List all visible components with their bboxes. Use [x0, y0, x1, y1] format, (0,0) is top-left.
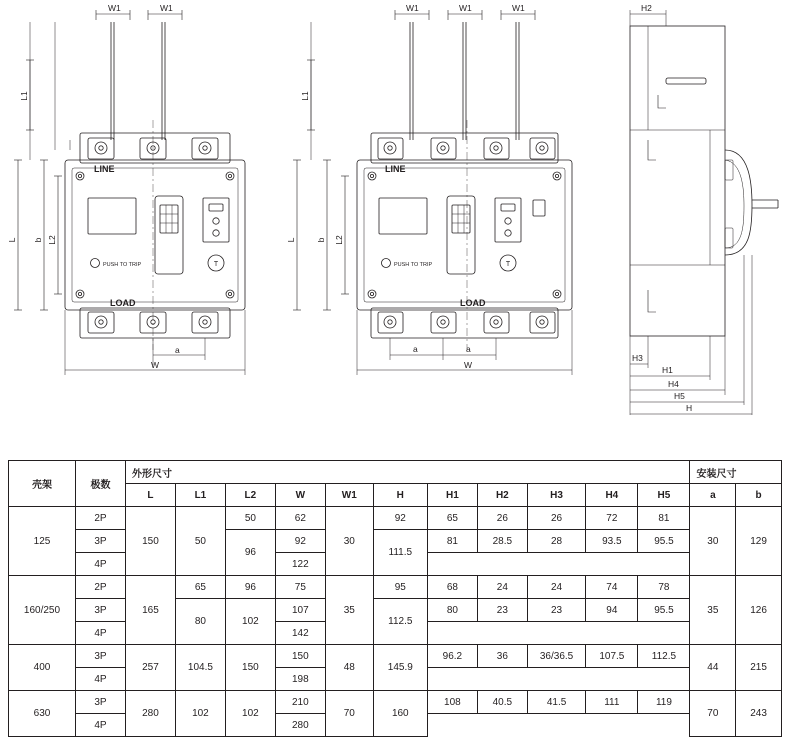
cell-b: 129	[736, 507, 782, 576]
cell-l2: 96	[225, 576, 275, 599]
dim-label-l1-3p: L1	[19, 91, 29, 101]
cell-b: 126	[736, 576, 782, 645]
cell-h4: 94	[586, 599, 638, 622]
cell-w1: 48	[325, 645, 373, 691]
dim-label-w1-4p-1: W1	[406, 3, 419, 13]
cell-w: 122	[275, 553, 325, 576]
cell-h2: 23	[477, 599, 527, 622]
cell-l: 280	[125, 691, 175, 737]
cell-h5: 78	[638, 576, 690, 599]
header-col-W: W	[275, 484, 325, 507]
dim-label-w-3p: W	[151, 360, 160, 370]
cell-frame: 400	[9, 645, 76, 691]
cell-poles: 3P	[75, 691, 125, 714]
cell-h3: 23	[527, 599, 585, 622]
cell-h1: 96.2	[427, 645, 477, 668]
dim-label-l2-3p: L2	[47, 235, 57, 245]
header-frame: 壳架	[9, 461, 76, 507]
dim-label-h2-side: H2	[641, 3, 652, 13]
table-row	[9, 691, 782, 714]
dim-label-l-3p: L	[7, 237, 17, 243]
cell-a: 35	[690, 576, 736, 645]
cell-h3: 41.5	[527, 691, 585, 714]
cell-l1: 104.5	[175, 645, 225, 691]
cell-h: 92	[373, 507, 427, 530]
cell-poles: 4P	[75, 622, 125, 645]
cell-poles: 3P	[75, 530, 125, 553]
label-push-to-trip-4p: PUSH TO TRIP	[394, 262, 433, 268]
table-header-row-1	[9, 461, 782, 484]
cell-h5: 81	[638, 507, 690, 530]
dim-label-h-side: H	[686, 403, 693, 413]
cell-a: 70	[690, 691, 736, 737]
table-row	[9, 576, 782, 599]
cell-poles: 4P	[75, 714, 125, 737]
cell-h2: 40.5	[477, 691, 527, 714]
label-load-4p: LOAD	[460, 298, 486, 308]
header-mount-group: 安装尺寸	[690, 461, 782, 484]
cell-w1: 70	[325, 691, 373, 737]
cell-b: 215	[736, 645, 782, 691]
header-col-W1: W1	[325, 484, 373, 507]
cell-h: 95	[373, 576, 427, 599]
cell-h2: 36	[477, 645, 527, 668]
front-view-3p-drawing	[0, 0, 300, 440]
label-test-button-3p: T	[213, 261, 219, 268]
cell-h2: 26	[477, 507, 527, 530]
label-line-3p: LINE	[94, 164, 115, 174]
dim-label-h1-side: H1	[662, 365, 673, 375]
dim-label-w1-3p-left: W1	[108, 3, 121, 13]
cell-h3: 26	[527, 507, 585, 530]
label-load-3p: LOAD	[110, 298, 136, 308]
dim-label-b-4p: b	[316, 237, 326, 243]
cell-w: 62	[275, 507, 325, 530]
header-col-L1: L1	[175, 484, 225, 507]
dimensions-table	[8, 460, 782, 737]
dim-label-a-4p-1: a	[413, 344, 418, 354]
cell-h: 160	[373, 691, 427, 737]
cell-w: 198	[275, 668, 325, 691]
table-body	[9, 507, 782, 737]
header-col-H1: H1	[427, 484, 477, 507]
cell-poles: 4P	[75, 553, 125, 576]
cell-poles: 2P	[75, 507, 125, 530]
cell-h5: 112.5	[638, 645, 690, 668]
cell-h5: 95.5	[638, 530, 690, 553]
dim-label-w1-4p-3: W1	[512, 3, 525, 13]
dim-label-l2-4p: L2	[334, 235, 344, 245]
header-col-H4: H4	[586, 484, 638, 507]
cell-h5: 95.5	[638, 599, 690, 622]
header-poles: 极数	[75, 461, 125, 507]
table-row	[9, 645, 782, 668]
table-row	[9, 507, 782, 530]
cell-w1: 35	[325, 576, 373, 645]
table-row	[9, 530, 782, 553]
front-view-4p-drawing	[275, 0, 585, 440]
cell-frame: 160/250	[9, 576, 76, 645]
cell-poles: 3P	[75, 645, 125, 668]
dim-label-l1-4p: L1	[300, 91, 310, 101]
cell-l: 257	[125, 645, 175, 691]
cell-h3: 24	[527, 576, 585, 599]
header-col-H3: H3	[527, 484, 585, 507]
cell-h1: 68	[427, 576, 477, 599]
dim-label-h4-side: H4	[668, 379, 679, 389]
cell-h1: 81	[427, 530, 477, 553]
cell-h4: 111	[586, 691, 638, 714]
header-col-b: b	[736, 484, 782, 507]
cell-l1: 80	[175, 599, 225, 645]
dim-label-w-4p: W	[464, 360, 473, 370]
cell-w: 142	[275, 622, 325, 645]
dim-label-a-4p-2: a	[466, 344, 471, 354]
table-row	[9, 599, 782, 622]
label-test-button-4p: T	[505, 261, 511, 268]
dim-label-w1-3p-right: W1	[160, 3, 173, 13]
dimensions-table-wrap	[8, 460, 782, 737]
header-col-L: L	[125, 484, 175, 507]
cell-h: 111.5	[373, 530, 427, 576]
header-col-L2: L2	[225, 484, 275, 507]
cell-l2: 102	[225, 599, 275, 645]
cell-w: 150	[275, 645, 325, 668]
cell-w1: 30	[325, 507, 373, 576]
dim-label-w1-4p-2: W1	[459, 3, 472, 13]
cell-l2: 50	[225, 507, 275, 530]
cell-l2: 96	[225, 530, 275, 576]
cell-frame: 125	[9, 507, 76, 576]
cell-h3: 28	[527, 530, 585, 553]
cell-h2: 28.5	[477, 530, 527, 553]
header-col-H2: H2	[477, 484, 527, 507]
cell-w: 92	[275, 530, 325, 553]
cell-h3: 36/36.5	[527, 645, 585, 668]
header-col-a: a	[690, 484, 736, 507]
cell-l: 150	[125, 507, 175, 576]
label-line-4p: LINE	[385, 164, 406, 174]
cell-l2: 150	[225, 645, 275, 691]
cell-w: 75	[275, 576, 325, 599]
cell-frame: 630	[9, 691, 76, 737]
dim-label-h5-side: H5	[674, 391, 685, 401]
cell-poles: 3P	[75, 599, 125, 622]
dim-label-a-3p: a	[175, 345, 180, 355]
cell-h: 145.9	[373, 645, 427, 691]
header-outline-group: 外形尺寸	[125, 461, 690, 484]
side-view-drawing	[600, 0, 790, 440]
cell-h2: 24	[477, 576, 527, 599]
cell-l2: 102	[225, 691, 275, 737]
cell-h5: 119	[638, 691, 690, 714]
dim-label-l-4p: L	[286, 237, 296, 243]
cell-h4: 74	[586, 576, 638, 599]
label-push-to-trip-3p: PUSH TO TRIP	[103, 262, 142, 268]
cell-w: 210	[275, 691, 325, 714]
cell-poles: 4P	[75, 668, 125, 691]
cell-l: 165	[125, 576, 175, 645]
cell-poles: 2P	[75, 576, 125, 599]
cell-h4: 93.5	[586, 530, 638, 553]
cell-h4: 72	[586, 507, 638, 530]
cell-b: 243	[736, 691, 782, 737]
dim-label-h3-side: H3	[632, 353, 643, 363]
cell-h1: 108	[427, 691, 477, 714]
cell-h1: 80	[427, 599, 477, 622]
cell-l1: 65	[175, 576, 225, 599]
cell-h4: 107.5	[586, 645, 638, 668]
cell-w: 107	[275, 599, 325, 622]
header-col-H5: H5	[638, 484, 690, 507]
cell-a: 30	[690, 507, 736, 576]
cell-w: 280	[275, 714, 325, 737]
header-col-H: H	[373, 484, 427, 507]
cell-h: 112.5	[373, 599, 427, 645]
cell-h1: 65	[427, 507, 477, 530]
cell-l1: 102	[175, 691, 225, 737]
cell-a: 44	[690, 645, 736, 691]
cell-l1: 50	[175, 507, 225, 576]
dim-label-b-3p: b	[33, 237, 43, 243]
